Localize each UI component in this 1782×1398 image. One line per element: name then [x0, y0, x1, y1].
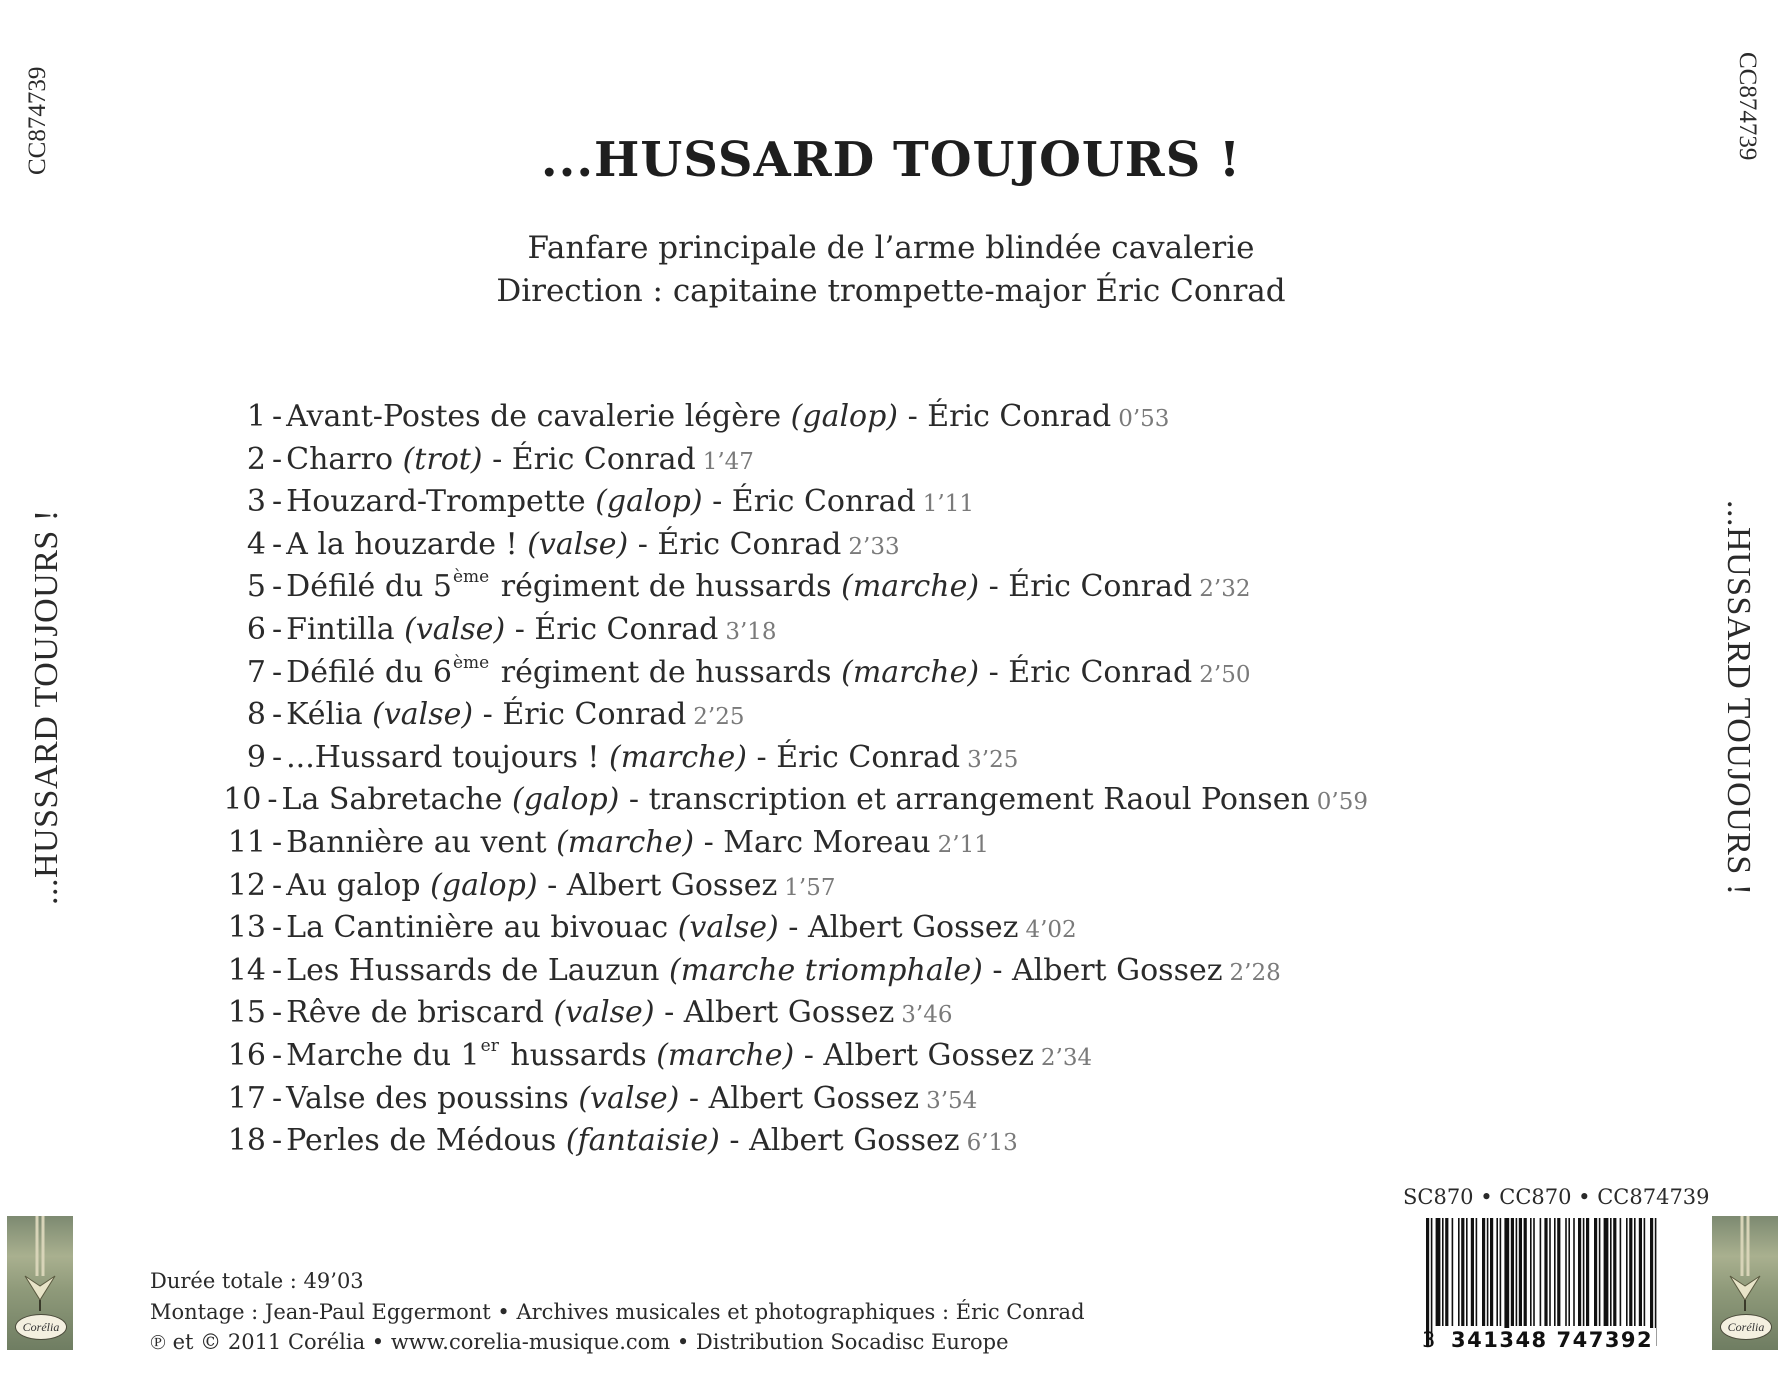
track-duration: 1’57 — [784, 874, 836, 901]
track-row — [218, 737, 1368, 780]
track-row — [218, 950, 1368, 993]
track-row — [218, 865, 1368, 908]
track-separator: - — [272, 1080, 283, 1116]
track-row — [218, 481, 1368, 524]
direction-line: Direction : capitaine trompette-major Éric Conrad — [496, 273, 1286, 309]
track-style: (valse) — [553, 995, 655, 1031]
spine-right-code: CC874739 — [1734, 52, 1761, 161]
track-title: A la houzarde ! — [286, 526, 518, 562]
barcode-bar — [1442, 1218, 1444, 1326]
track-separator: - — [272, 739, 283, 775]
track-style: (marche triomphale) — [669, 952, 983, 988]
track-number: 10 — [223, 782, 262, 818]
barcode-bar — [1500, 1218, 1502, 1326]
barcode-bar — [1568, 1218, 1570, 1326]
track-style: (galop) — [790, 399, 899, 434]
track-duration: 3’54 — [926, 1087, 978, 1114]
track-style: (valse) — [677, 910, 779, 946]
track-title: La Cantinière au bivouac — [286, 910, 669, 946]
track-composer: - Albert Gossez — [688, 1080, 920, 1116]
track-composer: - Albert Gossez — [992, 952, 1223, 988]
track-duration: 2’11 — [937, 831, 989, 858]
barcode-bar — [1511, 1218, 1514, 1326]
track-composer: - Éric Conrad — [637, 526, 842, 562]
barcode-bar — [1496, 1218, 1498, 1326]
barcode — [1422, 1218, 1660, 1346]
barcode-bar — [1482, 1218, 1485, 1326]
track-composer: - Éric Conrad — [756, 739, 961, 775]
track-title: Avant-Postes de cavalerie légère — [286, 399, 782, 434]
track-number: 17 — [227, 1080, 266, 1116]
track-separator: - — [272, 569, 283, 605]
track-number: 15 — [227, 995, 266, 1031]
track-row — [218, 779, 1368, 822]
track-title: Défilé du 5 — [286, 569, 452, 605]
track-number: 12 — [227, 867, 266, 903]
spine-left-title: ...HUSSARD TOUJOURS ! — [28, 509, 65, 905]
track-style: (valse) — [527, 526, 629, 562]
barcode-bar — [1524, 1218, 1527, 1326]
barcode-bar — [1554, 1218, 1556, 1326]
track-separator: - — [272, 995, 283, 1031]
track-composer: - Éric Conrad — [492, 441, 696, 477]
barcode-bar — [1626, 1218, 1628, 1326]
track-composer: - Marc Moreau — [703, 824, 931, 860]
track-separator: - — [267, 782, 278, 818]
track-title: Défilé du 6 — [286, 654, 452, 690]
track-composer: - Albert Gossez — [729, 1123, 960, 1159]
track-number: 16 — [227, 1037, 266, 1073]
barcode-bar — [1466, 1218, 1468, 1326]
track-title-superscript: ème — [453, 652, 490, 673]
track-duration: 3’46 — [901, 1002, 953, 1029]
track-style: (galop) — [595, 484, 703, 520]
track-composer: - Éric Conrad — [482, 697, 687, 733]
barcode-bar — [1487, 1218, 1489, 1326]
track-duration: 1’47 — [702, 448, 754, 475]
montage-credit: Montage : Jean-Paul Eggermont • Archives musicales et photographiques : Éric Conrad — [150, 1300, 1085, 1324]
track-number: 18 — [227, 1123, 266, 1159]
barcode-bar — [1490, 1218, 1493, 1326]
track-style: (valse) — [404, 611, 506, 647]
barcode-bar — [1549, 1218, 1551, 1326]
track-style: (fantaisie) — [565, 1123, 720, 1159]
total-duration: Durée totale : 49’03 — [150, 1269, 364, 1293]
track-title: Au galop — [286, 867, 421, 903]
barcode-bar — [1578, 1218, 1581, 1326]
track-composer: - Éric Conrad — [907, 399, 1112, 434]
track-separator: - — [272, 399, 283, 434]
track-separator: - — [272, 654, 283, 690]
track-style: (marche) — [841, 569, 980, 605]
track-duration: 2’34 — [1040, 1044, 1093, 1071]
barcode-bar — [1583, 1218, 1585, 1326]
track-title: Perles de Médous — [286, 1123, 557, 1159]
barcode-bar — [1613, 1218, 1616, 1326]
track-duration: 2’33 — [848, 533, 900, 560]
track-number: 5 — [246, 569, 266, 605]
barcode-bar — [1426, 1218, 1429, 1346]
track-duration: 4’02 — [1025, 917, 1077, 944]
track-separator: - — [272, 910, 283, 946]
track-number: 11 — [227, 824, 266, 860]
track-title: Rêve de briscard — [286, 995, 544, 1031]
track-title: Kélia — [286, 697, 363, 733]
catalog-numbers: SC870 • CC870 • CC874739 — [1403, 1185, 1710, 1209]
track-number: 1 — [246, 399, 266, 434]
barcode-bar — [1533, 1218, 1535, 1326]
track-style: (trot) — [402, 441, 483, 477]
barcode-bar — [1644, 1218, 1646, 1326]
track-composer: - Éric Conrad — [988, 569, 1193, 605]
track-duration: 0’59 — [1316, 789, 1368, 816]
track-row — [218, 822, 1368, 865]
barcode-bar — [1519, 1218, 1522, 1326]
track-number: 2 — [246, 441, 266, 477]
track-duration: 0’53 — [1118, 406, 1170, 432]
track-duration: 2’50 — [1199, 661, 1251, 688]
track-row — [218, 439, 1368, 482]
track-number: 13 — [227, 910, 266, 946]
track-style: (marche) — [656, 1037, 795, 1073]
barcode-bar — [1620, 1218, 1622, 1326]
track-title: ...Hussard toujours ! — [286, 739, 600, 775]
barcode-bar — [1629, 1218, 1632, 1326]
track-title: Marche du 1 — [286, 1037, 480, 1073]
logo-label: Corélia — [1720, 1314, 1772, 1340]
track-title-continued: hussards — [510, 1037, 647, 1073]
track-row — [218, 1035, 1368, 1078]
track-separator: - — [272, 526, 283, 562]
barcode-bar — [1540, 1218, 1542, 1326]
track-row — [218, 566, 1368, 609]
barcode-bar — [1516, 1218, 1518, 1326]
spine-left-code: CC874739 — [24, 66, 51, 175]
track-composer: - transcription et arrangement Raoul Ponsen — [628, 782, 1310, 818]
track-separator: - — [272, 824, 283, 860]
track-composer: - Éric Conrad — [988, 654, 1193, 690]
track-title-superscript: ème — [453, 567, 490, 588]
track-title: La Sabretache — [281, 782, 503, 818]
track-composer: - Éric Conrad — [514, 611, 719, 647]
barcode-bar — [1565, 1218, 1567, 1326]
corelia-logo-left — [7, 1216, 73, 1350]
track-separator: - — [272, 441, 283, 477]
barcode-bar — [1586, 1218, 1589, 1326]
track-title: Valse des poussins — [286, 1080, 569, 1116]
barcode-bar — [1445, 1218, 1448, 1326]
track-title-superscript: er — [480, 1035, 499, 1056]
track-composer: - Albert Gossez — [664, 995, 895, 1031]
barcode-bar — [1530, 1218, 1532, 1326]
track-list — [218, 396, 1368, 1163]
copyright-line: ℗ et © 2011 Corélia • www.corelia-musique.com • Distribution Socadisc Europe — [150, 1330, 1009, 1354]
barcode-digits: 341348 747392 — [1448, 1328, 1656, 1352]
barcode-bar — [1634, 1218, 1636, 1326]
barcode-bar — [1639, 1218, 1642, 1326]
track-style: (marche) — [841, 654, 980, 690]
barcode-bar — [1544, 1218, 1547, 1326]
track-title: Les Hussards de Lauzun — [286, 952, 660, 988]
track-composer: - Albert Gossez — [803, 1037, 1034, 1073]
track-row — [218, 396, 1368, 439]
barcode-bar — [1458, 1218, 1460, 1326]
track-row — [218, 652, 1368, 695]
track-title: Houzard-Trompette — [286, 484, 586, 520]
ensemble-name: Fanfare principale de l’arme blindée cavalerie — [527, 230, 1255, 266]
track-row — [218, 609, 1368, 652]
track-separator: - — [272, 484, 283, 520]
track-duration: 2’28 — [1229, 959, 1281, 986]
track-composer: - Albert Gossez — [547, 867, 778, 903]
barcode-bar — [1476, 1218, 1478, 1326]
track-style: (valse) — [578, 1080, 680, 1116]
track-row — [218, 907, 1368, 950]
barcode-bar — [1610, 1218, 1612, 1326]
album-title: ...HUSSARD TOUJOURS ! — [540, 132, 1242, 188]
track-duration: 2’32 — [1199, 576, 1251, 603]
track-number: 6 — [246, 611, 266, 647]
track-separator: - — [272, 611, 283, 647]
track-style: (marche) — [609, 739, 747, 775]
track-style: (valse) — [372, 697, 474, 733]
track-separator: - — [272, 1123, 283, 1159]
track-duration: 3’18 — [725, 618, 777, 645]
track-title: Charro — [286, 441, 394, 477]
track-title: Fintilla — [286, 611, 395, 647]
barcode-bar — [1557, 1218, 1560, 1326]
barcode-bar — [1436, 1218, 1441, 1326]
corelia-logo-right — [1712, 1216, 1778, 1350]
track-row — [218, 524, 1368, 567]
track-row — [218, 1120, 1368, 1163]
track-separator: - — [272, 1037, 283, 1073]
track-style: (galop) — [430, 867, 538, 903]
barcode-bar — [1452, 1218, 1454, 1326]
logo-label: Corélia — [15, 1314, 67, 1340]
track-duration: 1’11 — [922, 491, 974, 518]
barcode-bar — [1594, 1218, 1597, 1326]
track-row — [218, 694, 1368, 737]
barcode-bar — [1431, 1218, 1433, 1346]
track-title-continued: régiment de hussards — [500, 569, 832, 605]
track-style: (marche) — [556, 824, 695, 860]
spine-right-title: ...HUSSARD TOUJOURS ! — [1720, 500, 1757, 896]
track-row — [218, 1078, 1368, 1121]
track-duration: 6’13 — [966, 1130, 1018, 1157]
barcode-bar — [1504, 1218, 1509, 1346]
track-duration: 2’25 — [693, 704, 745, 731]
barcode-bar — [1599, 1218, 1601, 1326]
barcode-bar — [1655, 1218, 1657, 1346]
barcode-bar — [1650, 1218, 1653, 1346]
track-title: Bannière au vent — [286, 824, 547, 860]
track-number: 9 — [246, 739, 266, 775]
barcode-bar — [1604, 1218, 1609, 1326]
track-title-continued: régiment de hussards — [500, 654, 832, 690]
barcode-bar — [1573, 1218, 1575, 1326]
barcode-lead-digit: 3 — [1422, 1328, 1436, 1352]
barcode-bar — [1471, 1218, 1474, 1326]
track-duration: 3’25 — [967, 746, 1019, 773]
track-number: 8 — [246, 697, 266, 733]
track-number: 3 — [246, 484, 266, 520]
track-number: 7 — [246, 654, 266, 690]
track-row — [218, 992, 1368, 1035]
track-separator: - — [272, 867, 283, 903]
track-composer: - Éric Conrad — [712, 484, 916, 520]
track-separator: - — [272, 697, 283, 733]
track-number: 14 — [227, 952, 266, 988]
track-style: (galop) — [512, 782, 620, 818]
track-number: 4 — [246, 526, 266, 562]
barcode-bar — [1461, 1218, 1464, 1326]
track-separator: - — [272, 952, 283, 988]
track-composer: - Albert Gossez — [788, 910, 1019, 946]
